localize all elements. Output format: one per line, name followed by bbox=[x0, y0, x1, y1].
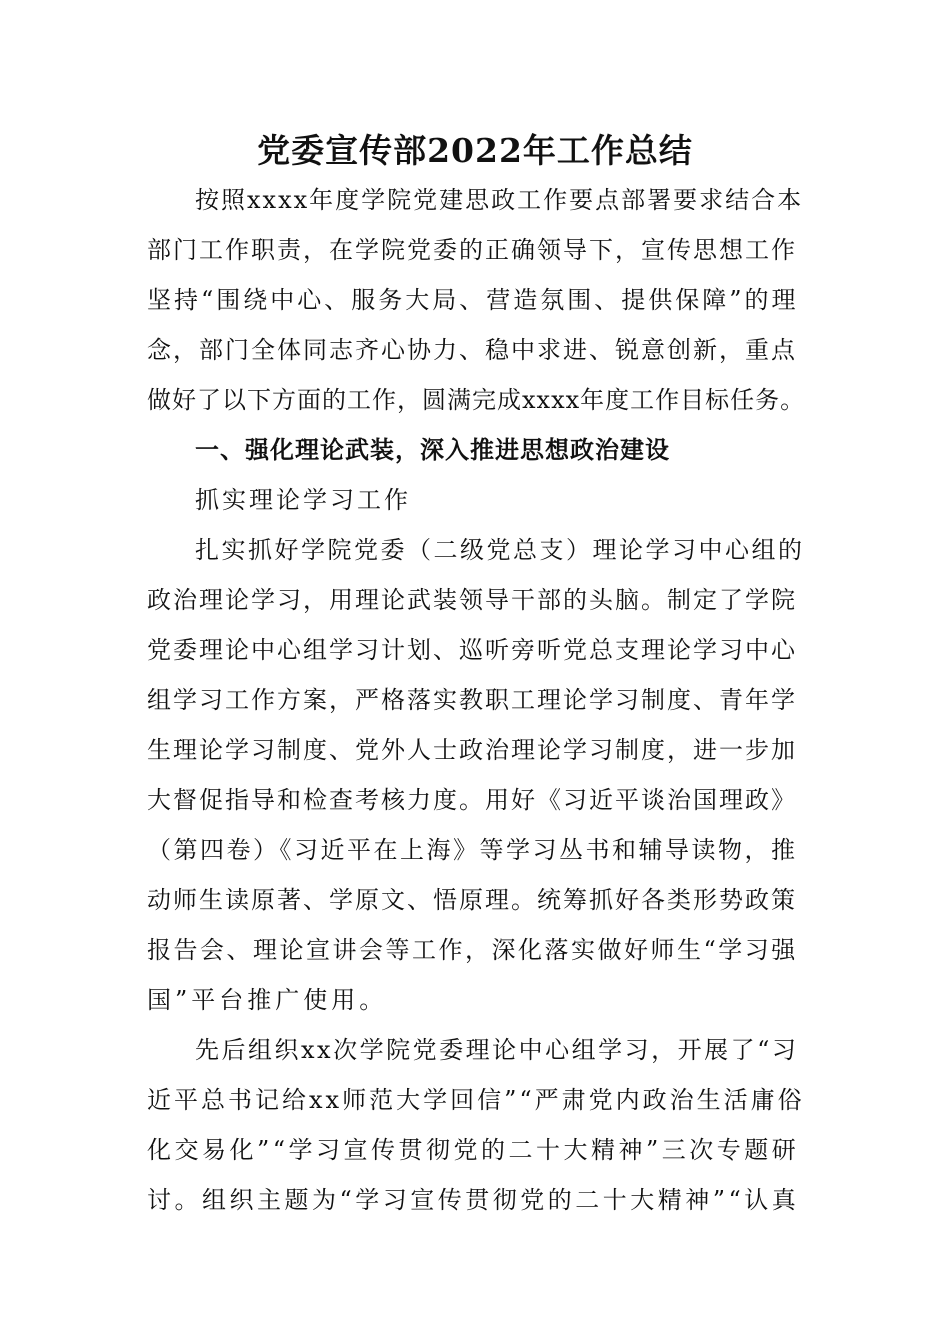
subsection-heading: 抓实理论学习工作 bbox=[195, 486, 411, 514]
paragraph-line: 组学习工作方案，严格落实教职工理论学习制度、青年学 bbox=[147, 686, 797, 714]
paragraph-line: 坚持“围绕中心、服务大局、营造氛围、提供保障”的理 bbox=[147, 286, 799, 314]
paragraph-line: 党委理论中心组学习计划、巡听旁听党总支理论学习中心 bbox=[147, 636, 797, 664]
paragraph-line: （第四卷）《习近平在上海》等学习丛书和辅导读物，推 bbox=[147, 836, 798, 864]
paragraph-line: 先后组织xx次学院党委理论中心组学习，开展了“习 bbox=[195, 1036, 799, 1064]
document-title: 党委宣传部2022年工作总结 bbox=[257, 131, 693, 170]
paragraph-line: 扎实抓好学院党委（二级党总支）理论学习中心组的 bbox=[195, 536, 805, 564]
paragraph-line: 按照xxxx年度学院党建思政工作要点部署要求结合本 bbox=[195, 186, 804, 214]
paragraph-line: 报告会、理论宣讲会等工作，深化落实做好师生“学习强 bbox=[147, 936, 798, 964]
paragraph-line: 念，部门全体同志齐心协力、稳中求进、锐意创新，重点 bbox=[147, 336, 797, 364]
paragraph-line: 做好了以下方面的工作，圆满完成xxxx年度工作目标任务。 bbox=[147, 386, 806, 414]
paragraph-line: 生理论学习制度、党外人士政治理论学习制度，进一步加 bbox=[147, 736, 797, 764]
paragraph-line: 政治理论学习，用理论武装领导干部的头脑。制定了学院 bbox=[147, 586, 797, 614]
section-heading: 一、强化理论武装，深入推进思想政治建设 bbox=[195, 436, 670, 464]
paragraph-line: 部门工作职责，在学院党委的正确领导下，宣传思想工作 bbox=[147, 236, 797, 264]
paragraph-line: 大督促指导和检查考核力度。用好《习近平谈治国理政》 bbox=[147, 786, 797, 814]
paragraph-line: 讨。组织主题为“学习宣传贯彻党的二十大精神”“认真 bbox=[147, 1186, 800, 1214]
paragraph-line: 动师生读原著、学原文、悟原理。统筹抓好各类形势政策 bbox=[147, 886, 797, 914]
paragraph-line: 化交易化”“学习宣传贯彻党的二十大精神”三次专题研 bbox=[147, 1136, 800, 1164]
paragraph-line: 国”平台推广使用。 bbox=[147, 986, 388, 1014]
paragraph-line: 近平总书记给xx师范大学回信”“严肃党内政治生活庸俗 bbox=[147, 1086, 805, 1114]
